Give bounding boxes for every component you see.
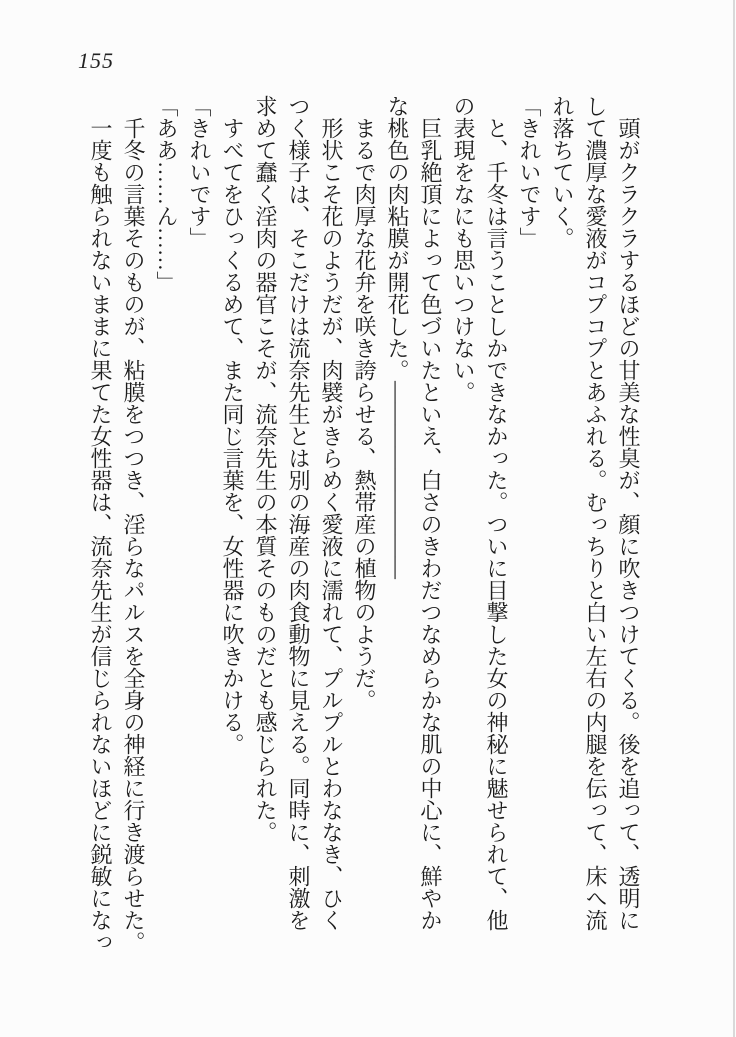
text-line: な桃色の肉粘膜が開花した。――――――――― (385, 95, 410, 579)
text-line: の表現をなにも思いつけない。 (451, 95, 476, 403)
body-text (84, 95, 645, 953)
text-line: 「きれいです」 (187, 95, 212, 249)
page-number: 155 (78, 48, 114, 73)
text-line: 「きれいです」 (517, 95, 542, 249)
text-line: 形状こそ花のようだが、肉襞がきらめく愛液に濡れて、プルプルとわななき、ひく (319, 95, 344, 931)
text-line: れ落ちていく。 (550, 95, 575, 249)
text-line: すべてをひっくるめて、また同じ言葉を、女性器に吹きかける。 (220, 95, 245, 755)
text-line: まるで肉厚な花弁を咲き誇らせる、熱帯産の植物のようだ。 (352, 95, 377, 711)
text-line: と、千冬は言うことしかできなかった。ついに目撃した女の神秘に魅せられて、他 (484, 95, 509, 931)
text-line: つく様子は、そこだけは流奈先生とは別の海産の肉食動物に見える。同時に、刺激を (286, 95, 311, 931)
text-line: 「ああ……ん……」 (154, 95, 179, 293)
text-line: 求めて蠢く淫肉の器官こそが、流奈先生の本質そのものだとも感じられた。 (253, 95, 278, 843)
text-line: 一度も触られないままに果てた女性器は、流奈先生が信じられないほどに鋭敏になっ (88, 95, 113, 953)
text-line: して濃厚な愛液がコプコプとあふれる。むっちりと白い左右の内腿を伝って、床へ流 (583, 95, 608, 931)
text-line: 巨乳絶頂によって色づいたといえ、白さのきわだつなめらかな肌の中心に、鮮やか (418, 95, 443, 931)
text-line: 千冬の言葉そのものが、粘膜をつつき、淫らなパルスを全身の神経に行き渡らせた。 (121, 95, 146, 953)
text-line: 頭がクラクラするほどの甘美な性臭が、顔に吹きつけてくる。後を追って、透明に (616, 95, 641, 931)
page-edge-line (733, 0, 735, 1037)
